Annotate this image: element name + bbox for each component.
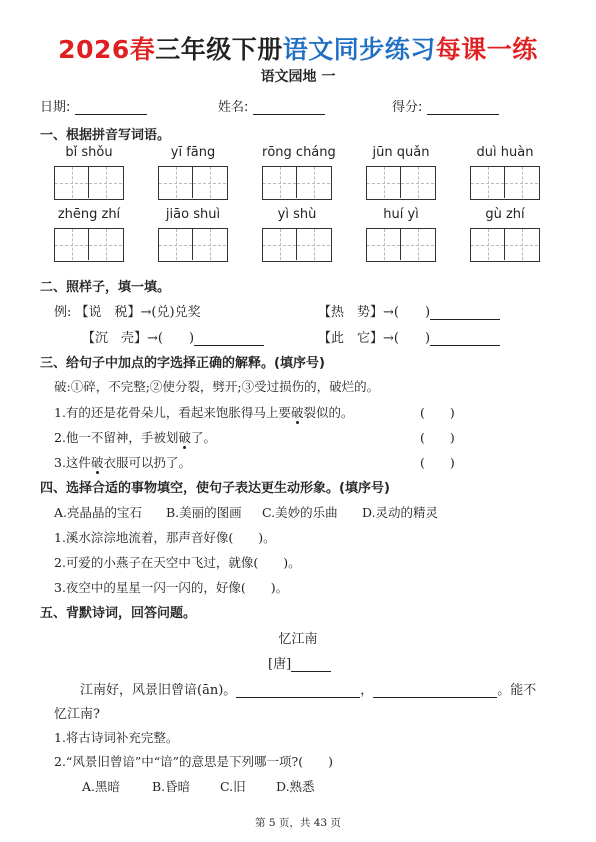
dotted-char: 破: [90, 455, 104, 470]
section5-heading: 五、背默诗词，回答问题。: [40, 606, 197, 621]
pinyin-label: yì shù: [277, 207, 317, 222]
sentence-text: 了。: [190, 430, 216, 445]
date-blank[interactable]: [75, 114, 147, 115]
dotted-char: 破: [178, 430, 191, 445]
poem-period: 。能不: [497, 683, 537, 698]
q2-option-c: C.旧: [220, 779, 246, 794]
answer-paren[interactable]: ( ): [420, 455, 455, 470]
writing-grid[interactable]: [470, 166, 540, 200]
poem-author-line: [268, 653, 331, 672]
sentence-text: 裂似的。: [303, 405, 354, 420]
item-re-text: 【热 势】→( ): [318, 305, 431, 320]
item-ci-text: 【此 它】→( ): [318, 331, 431, 346]
writing-grid[interactable]: [470, 228, 540, 262]
poem-comma: ，: [360, 683, 374, 698]
writing-grid[interactable]: [158, 228, 228, 262]
item-ci-ta: [318, 327, 500, 346]
q2-option-a: A.黑暗: [82, 779, 121, 794]
score-blank[interactable]: [427, 114, 499, 115]
fill-sentence: 3.夜空中的星星一闪一闪的，好像( )。: [54, 580, 289, 595]
item-re-shi: [318, 301, 500, 320]
option-a: A.亮晶晶的宝石: [54, 505, 143, 520]
sentence-text: 衣服可以扔了。: [103, 455, 191, 470]
answer-paren[interactable]: ( ): [420, 405, 455, 420]
pinyin-label: yī fāng: [170, 145, 216, 160]
question-1: 1.将古诗词补充完整。: [54, 730, 179, 745]
fill-sentence: 2.可爱的小燕子在天空中飞过，就像( )。: [54, 555, 301, 570]
writing-grid[interactable]: [54, 166, 124, 200]
pinyin-label: zhēng zhí: [57, 207, 121, 222]
option-b: B.美丽的图画: [166, 505, 242, 520]
sentence-item: [54, 453, 191, 471]
lesson-subtitle: 语文园地 一: [260, 69, 336, 85]
answer-blank[interactable]: [430, 319, 500, 320]
example-prefix: 例:: [54, 305, 72, 320]
poem-title: 忆江南: [278, 632, 318, 647]
date-label: 日期:: [40, 100, 71, 115]
score-field: [392, 96, 499, 115]
sentence-text: 2.他一不留神，手被划: [54, 430, 179, 445]
item-chen-ke: [82, 327, 264, 346]
title-grade: 三年级下册: [155, 35, 283, 64]
q2-option-d: D.熟悉: [276, 779, 315, 794]
dotted-char: 破: [290, 405, 304, 420]
section3-heading: 三、给句子中加点的字选择正确的解释。(填序号): [40, 356, 325, 371]
answer-blank[interactable]: [430, 345, 500, 346]
writing-grid[interactable]: [54, 228, 124, 262]
name-blank[interactable]: [253, 114, 325, 115]
pinyin-label: rōng cháng: [262, 145, 336, 160]
section1-heading: 一、根据拼音写词语。: [40, 128, 171, 143]
poem-blank-1[interactable]: [236, 697, 360, 698]
poem-line-end: 忆江南?: [54, 707, 100, 722]
q2-option-b: B.昏暗: [152, 779, 191, 794]
question-2: 2.“风景旧曾谙”中“谙”的意思是下列哪一项?( ): [54, 754, 333, 769]
pinyin-label: huí yì: [383, 207, 419, 222]
writing-grid[interactable]: [262, 166, 332, 200]
page-title: [0, 30, 596, 66]
definition-line: 破:①碎，不完整;②使分裂，劈开;③受过损伤的，破烂的。: [54, 379, 380, 394]
sentence-item: [54, 428, 216, 446]
writing-grid[interactable]: [366, 228, 436, 262]
fill-sentence: 1.溪水淙淙地流着，那声音好像( )。: [54, 530, 276, 545]
option-d: D.灵动的精灵: [362, 505, 439, 520]
title-tail: 每课一练: [435, 35, 538, 64]
example-line: [54, 301, 201, 320]
pinyin-label: jiāo shuì: [165, 207, 221, 222]
date-field: [40, 96, 147, 115]
score-label: 得分:: [392, 100, 423, 115]
example-text: 【说 税】→(兑)兑奖: [75, 305, 201, 320]
section4-heading: 四、选择合适的事物填空，使句子表达更生动形象。(填序号): [40, 481, 390, 496]
poem-blank-2[interactable]: [373, 697, 497, 698]
sentence-text: 1.有的还是花骨朵儿，看起来饱胀得马上要: [54, 405, 291, 420]
poem-line: [80, 679, 536, 698]
pinyin-label: jūn quǎn: [372, 145, 430, 160]
writing-grid[interactable]: [262, 228, 332, 262]
section2-heading: 二、照样子，填一填。: [40, 280, 171, 295]
writing-grid[interactable]: [158, 166, 228, 200]
pinyin-label: bǐ shǒu: [65, 145, 113, 160]
name-label: 姓名:: [218, 100, 249, 115]
answer-paren[interactable]: ( ): [420, 430, 455, 445]
author-blank[interactable]: [291, 671, 331, 672]
option-c: C.美妙的乐曲: [262, 505, 338, 520]
name-field: [218, 96, 325, 115]
pinyin-label: duì huàn: [476, 145, 534, 160]
pinyin-label: gù zhí: [485, 207, 525, 222]
answer-blank[interactable]: [194, 345, 264, 346]
title-year: 2026春: [58, 35, 156, 64]
title-subject: 语文同步练习: [282, 35, 436, 64]
item-chen-text: 【沉 壳】→( ): [82, 331, 195, 346]
poem-start: 江南好，风景旧曾谙(ān)。: [80, 683, 237, 698]
writing-grid[interactable]: [366, 166, 436, 200]
page-number: 第 5 页，共 43 页: [255, 817, 341, 829]
sentence-text: 3.这件: [54, 455, 91, 470]
sentence-item: [54, 403, 353, 421]
dynasty: [唐]: [268, 657, 292, 672]
